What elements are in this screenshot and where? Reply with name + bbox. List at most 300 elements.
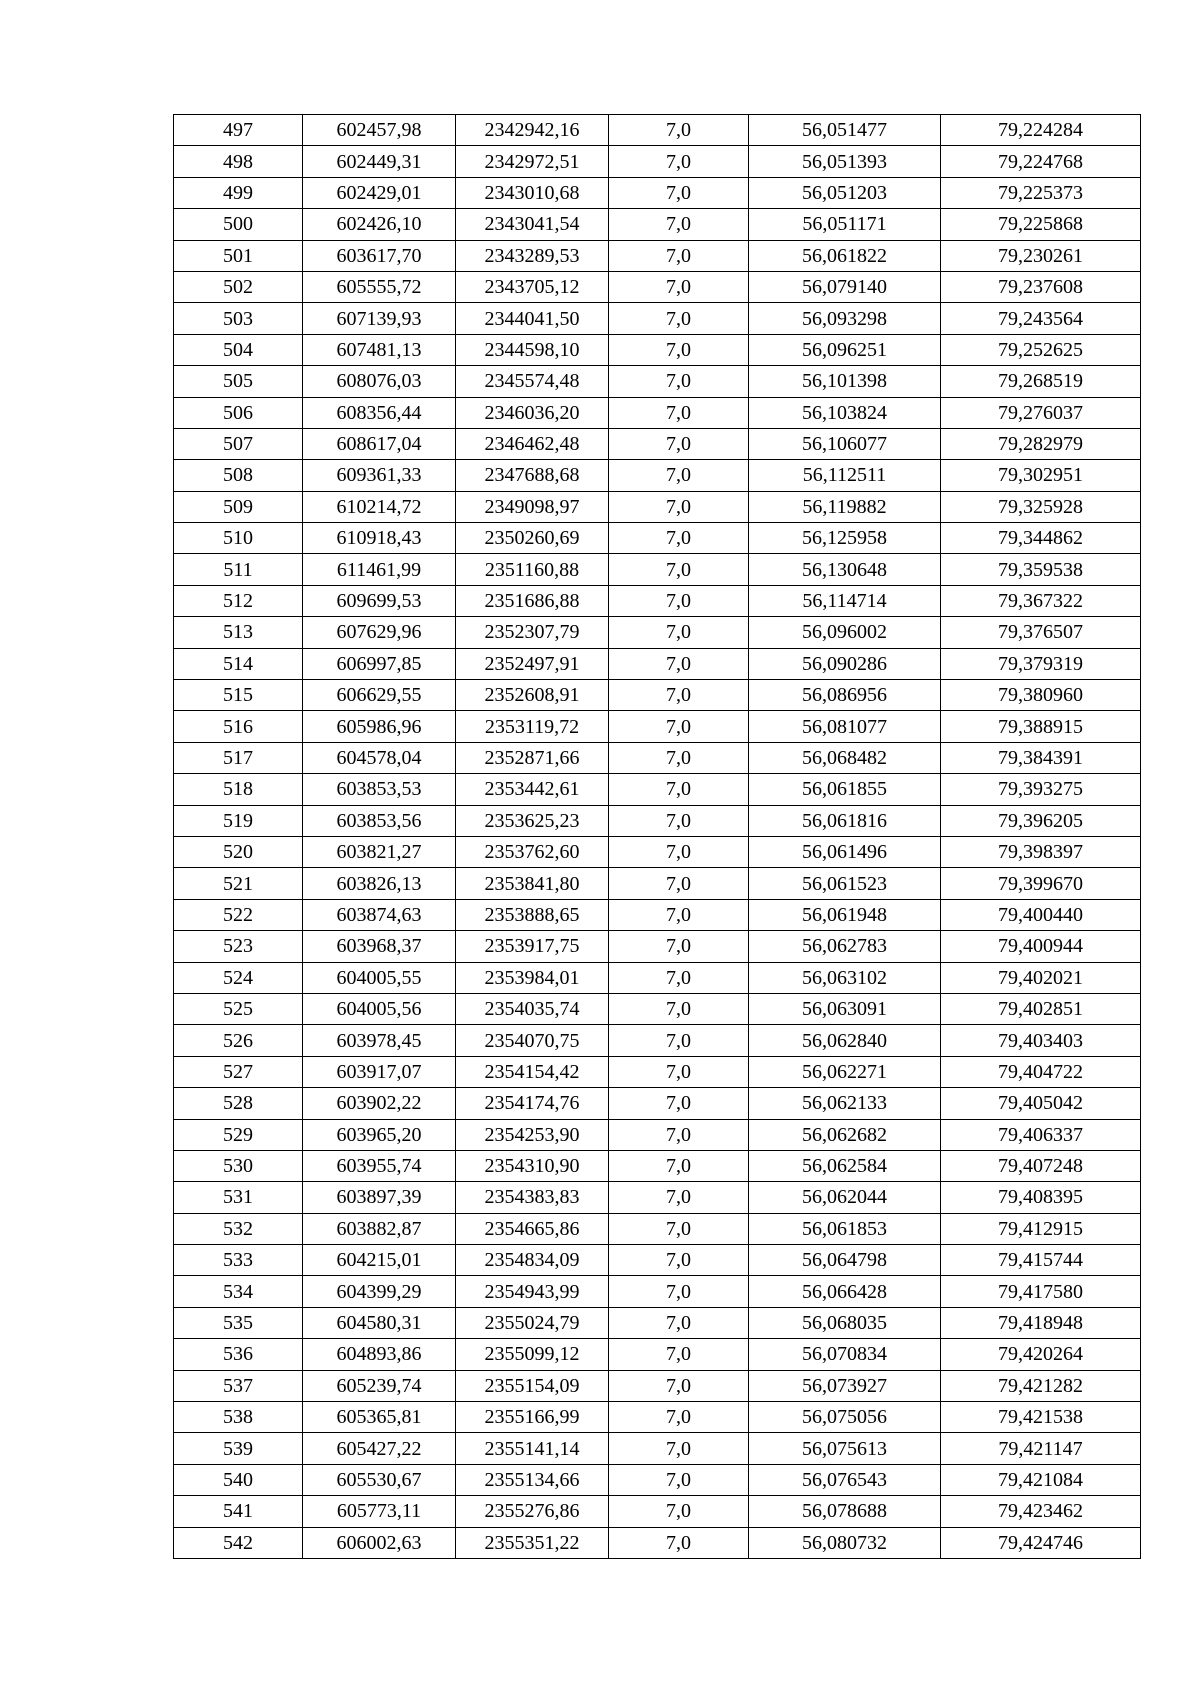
latitude-cell: 56,062682 — [749, 1119, 941, 1150]
latitude-cell: 56,101398 — [749, 366, 941, 397]
x-coordinate-cell: 602429,01 — [303, 177, 456, 208]
value-cell: 7,0 — [609, 1056, 749, 1087]
x-coordinate-cell: 604580,31 — [303, 1307, 456, 1338]
point-number-cell: 502 — [174, 271, 303, 302]
longitude-cell: 79,417580 — [941, 1276, 1141, 1307]
longitude-cell: 79,276037 — [941, 397, 1141, 428]
latitude-cell: 56,062044 — [749, 1182, 941, 1213]
longitude-cell: 79,399670 — [941, 868, 1141, 899]
table-row — [174, 1276, 1141, 1307]
x-coordinate-cell: 604215,01 — [303, 1245, 456, 1276]
table-row — [174, 617, 1141, 648]
table-row — [174, 648, 1141, 679]
point-number-cell: 534 — [174, 1276, 303, 1307]
x-coordinate-cell: 607629,96 — [303, 617, 456, 648]
value-cell: 7,0 — [609, 1307, 749, 1338]
longitude-cell: 79,405042 — [941, 1088, 1141, 1119]
latitude-cell: 56,096002 — [749, 617, 941, 648]
latitude-cell: 56,061523 — [749, 868, 941, 899]
y-coordinate-cell: 2344598,10 — [456, 334, 609, 365]
x-coordinate-cell: 603826,13 — [303, 868, 456, 899]
coordinates-table — [173, 114, 1141, 1559]
y-coordinate-cell: 2354070,75 — [456, 1025, 609, 1056]
table-row — [174, 1182, 1141, 1213]
latitude-cell: 56,096251 — [749, 334, 941, 365]
table-row — [174, 1464, 1141, 1495]
y-coordinate-cell: 2353442,61 — [456, 774, 609, 805]
y-coordinate-cell: 2352608,91 — [456, 680, 609, 711]
latitude-cell: 56,078688 — [749, 1496, 941, 1527]
table-row — [174, 993, 1141, 1024]
latitude-cell: 56,051393 — [749, 146, 941, 177]
longitude-cell: 79,384391 — [941, 742, 1141, 773]
y-coordinate-cell: 2345574,48 — [456, 366, 609, 397]
x-coordinate-cell: 603897,39 — [303, 1182, 456, 1213]
latitude-cell: 56,130648 — [749, 554, 941, 585]
x-coordinate-cell: 602449,31 — [303, 146, 456, 177]
value-cell: 7,0 — [609, 146, 749, 177]
x-coordinate-cell: 605239,74 — [303, 1370, 456, 1401]
latitude-cell: 56,103824 — [749, 397, 941, 428]
x-coordinate-cell: 605365,81 — [303, 1402, 456, 1433]
latitude-cell: 56,080732 — [749, 1527, 941, 1558]
longitude-cell: 79,344862 — [941, 523, 1141, 554]
value-cell: 7,0 — [609, 1527, 749, 1558]
y-coordinate-cell: 2355154,09 — [456, 1370, 609, 1401]
latitude-cell: 56,119882 — [749, 491, 941, 522]
value-cell: 7,0 — [609, 334, 749, 365]
point-number-cell: 498 — [174, 146, 303, 177]
longitude-cell: 79,237608 — [941, 271, 1141, 302]
value-cell: 7,0 — [609, 648, 749, 679]
x-coordinate-cell: 603968,37 — [303, 931, 456, 962]
longitude-cell: 79,421084 — [941, 1464, 1141, 1495]
longitude-cell: 79,224284 — [941, 115, 1141, 146]
latitude-cell: 56,063091 — [749, 993, 941, 1024]
latitude-cell: 56,051171 — [749, 209, 941, 240]
latitude-cell: 56,061496 — [749, 836, 941, 867]
table-row — [174, 1119, 1141, 1150]
value-cell: 7,0 — [609, 397, 749, 428]
longitude-cell: 79,400944 — [941, 931, 1141, 962]
x-coordinate-cell: 604399,29 — [303, 1276, 456, 1307]
longitude-cell: 79,224768 — [941, 146, 1141, 177]
latitude-cell: 56,062584 — [749, 1150, 941, 1181]
y-coordinate-cell: 2343705,12 — [456, 271, 609, 302]
y-coordinate-cell: 2354253,90 — [456, 1119, 609, 1150]
coordinates-table-body — [174, 115, 1141, 1559]
latitude-cell: 56,061853 — [749, 1213, 941, 1244]
y-coordinate-cell: 2354383,83 — [456, 1182, 609, 1213]
value-cell: 7,0 — [609, 1402, 749, 1433]
latitude-cell: 56,066428 — [749, 1276, 941, 1307]
value-cell: 7,0 — [609, 1339, 749, 1370]
table-row — [174, 209, 1141, 240]
table-row — [174, 554, 1141, 585]
latitude-cell: 56,061855 — [749, 774, 941, 805]
value-cell: 7,0 — [609, 209, 749, 240]
longitude-cell: 79,379319 — [941, 648, 1141, 679]
longitude-cell: 79,225868 — [941, 209, 1141, 240]
point-number-cell: 523 — [174, 931, 303, 962]
table-row — [174, 585, 1141, 616]
latitude-cell: 56,114714 — [749, 585, 941, 616]
value-cell: 7,0 — [609, 774, 749, 805]
x-coordinate-cell: 610918,43 — [303, 523, 456, 554]
longitude-cell: 79,415744 — [941, 1245, 1141, 1276]
longitude-cell: 79,282979 — [941, 428, 1141, 459]
y-coordinate-cell: 2352307,79 — [456, 617, 609, 648]
x-coordinate-cell: 609361,33 — [303, 460, 456, 491]
table-row — [174, 428, 1141, 459]
x-coordinate-cell: 603821,27 — [303, 836, 456, 867]
point-number-cell: 513 — [174, 617, 303, 648]
y-coordinate-cell: 2353119,72 — [456, 711, 609, 742]
x-coordinate-cell: 606997,85 — [303, 648, 456, 679]
value-cell: 7,0 — [609, 617, 749, 648]
y-coordinate-cell: 2354310,90 — [456, 1150, 609, 1181]
latitude-cell: 56,075613 — [749, 1433, 941, 1464]
value-cell: 7,0 — [609, 680, 749, 711]
value-cell: 7,0 — [609, 1464, 749, 1495]
longitude-cell: 79,252625 — [941, 334, 1141, 365]
x-coordinate-cell: 604005,56 — [303, 993, 456, 1024]
longitude-cell: 79,376507 — [941, 617, 1141, 648]
y-coordinate-cell: 2354035,74 — [456, 993, 609, 1024]
value-cell: 7,0 — [609, 899, 749, 930]
longitude-cell: 79,424746 — [941, 1527, 1141, 1558]
latitude-cell: 56,061816 — [749, 805, 941, 836]
y-coordinate-cell: 2346462,48 — [456, 428, 609, 459]
x-coordinate-cell: 603965,20 — [303, 1119, 456, 1150]
point-number-cell: 507 — [174, 428, 303, 459]
x-coordinate-cell: 603853,53 — [303, 774, 456, 805]
table-row — [174, 523, 1141, 554]
table-row — [174, 711, 1141, 742]
longitude-cell: 79,408395 — [941, 1182, 1141, 1213]
latitude-cell: 56,079140 — [749, 271, 941, 302]
y-coordinate-cell: 2353917,75 — [456, 931, 609, 962]
longitude-cell: 79,243564 — [941, 303, 1141, 334]
x-coordinate-cell: 606002,63 — [303, 1527, 456, 1558]
latitude-cell: 56,075056 — [749, 1402, 941, 1433]
latitude-cell: 56,061822 — [749, 240, 941, 271]
y-coordinate-cell: 2343289,53 — [456, 240, 609, 271]
y-coordinate-cell: 2355134,66 — [456, 1464, 609, 1495]
point-number-cell: 530 — [174, 1150, 303, 1181]
y-coordinate-cell: 2350260,69 — [456, 523, 609, 554]
table-row — [174, 146, 1141, 177]
y-coordinate-cell: 2342942,16 — [456, 115, 609, 146]
value-cell: 7,0 — [609, 585, 749, 616]
latitude-cell: 56,062133 — [749, 1088, 941, 1119]
longitude-cell: 79,418948 — [941, 1307, 1141, 1338]
y-coordinate-cell: 2354943,99 — [456, 1276, 609, 1307]
longitude-cell: 79,421282 — [941, 1370, 1141, 1401]
y-coordinate-cell: 2343010,68 — [456, 177, 609, 208]
x-coordinate-cell: 603853,56 — [303, 805, 456, 836]
y-coordinate-cell: 2353625,23 — [456, 805, 609, 836]
longitude-cell: 79,396205 — [941, 805, 1141, 836]
x-coordinate-cell: 603874,63 — [303, 899, 456, 930]
point-number-cell: 500 — [174, 209, 303, 240]
x-coordinate-cell: 603902,22 — [303, 1088, 456, 1119]
latitude-cell: 56,090286 — [749, 648, 941, 679]
value-cell: 7,0 — [609, 554, 749, 585]
latitude-cell: 56,062840 — [749, 1025, 941, 1056]
point-number-cell: 514 — [174, 648, 303, 679]
latitude-cell: 56,062783 — [749, 931, 941, 962]
table-row — [174, 1339, 1141, 1370]
x-coordinate-cell: 603882,87 — [303, 1213, 456, 1244]
y-coordinate-cell: 2355166,99 — [456, 1402, 609, 1433]
point-number-cell: 503 — [174, 303, 303, 334]
latitude-cell: 56,086956 — [749, 680, 941, 711]
value-cell: 7,0 — [609, 1496, 749, 1527]
table-row — [174, 1213, 1141, 1244]
longitude-cell: 79,421147 — [941, 1433, 1141, 1464]
x-coordinate-cell: 609699,53 — [303, 585, 456, 616]
point-number-cell: 512 — [174, 585, 303, 616]
longitude-cell: 79,402851 — [941, 993, 1141, 1024]
value-cell: 7,0 — [609, 993, 749, 1024]
table-row — [174, 899, 1141, 930]
y-coordinate-cell: 2355351,22 — [456, 1527, 609, 1558]
x-coordinate-cell: 608356,44 — [303, 397, 456, 428]
table-row — [174, 115, 1141, 146]
longitude-cell: 79,406337 — [941, 1119, 1141, 1150]
y-coordinate-cell: 2353984,01 — [456, 962, 609, 993]
y-coordinate-cell: 2351160,88 — [456, 554, 609, 585]
value-cell: 7,0 — [609, 177, 749, 208]
y-coordinate-cell: 2342972,51 — [456, 146, 609, 177]
point-number-cell: 515 — [174, 680, 303, 711]
value-cell: 7,0 — [609, 115, 749, 146]
y-coordinate-cell: 2349098,97 — [456, 491, 609, 522]
x-coordinate-cell: 602426,10 — [303, 209, 456, 240]
y-coordinate-cell: 2347688,68 — [456, 460, 609, 491]
point-number-cell: 539 — [174, 1433, 303, 1464]
table-row — [174, 397, 1141, 428]
table-row — [174, 1056, 1141, 1087]
latitude-cell: 56,106077 — [749, 428, 941, 459]
value-cell: 7,0 — [609, 1088, 749, 1119]
value-cell: 7,0 — [609, 491, 749, 522]
x-coordinate-cell: 605773,11 — [303, 1496, 456, 1527]
table-row — [174, 1307, 1141, 1338]
table-row — [174, 366, 1141, 397]
value-cell: 7,0 — [609, 1025, 749, 1056]
value-cell: 7,0 — [609, 1370, 749, 1401]
latitude-cell: 56,061948 — [749, 899, 941, 930]
longitude-cell: 79,359538 — [941, 554, 1141, 585]
y-coordinate-cell: 2353888,65 — [456, 899, 609, 930]
longitude-cell: 79,400440 — [941, 899, 1141, 930]
latitude-cell: 56,062271 — [749, 1056, 941, 1087]
y-coordinate-cell: 2355099,12 — [456, 1339, 609, 1370]
point-number-cell: 519 — [174, 805, 303, 836]
table-row — [174, 868, 1141, 899]
table-row — [174, 1088, 1141, 1119]
table-row — [174, 680, 1141, 711]
latitude-cell: 56,112511 — [749, 460, 941, 491]
value-cell: 7,0 — [609, 1433, 749, 1464]
point-number-cell: 521 — [174, 868, 303, 899]
longitude-cell: 79,367322 — [941, 585, 1141, 616]
point-number-cell: 527 — [174, 1056, 303, 1087]
y-coordinate-cell: 2355141,14 — [456, 1433, 609, 1464]
latitude-cell: 56,070834 — [749, 1339, 941, 1370]
table-row — [174, 491, 1141, 522]
point-number-cell: 541 — [174, 1496, 303, 1527]
x-coordinate-cell: 610214,72 — [303, 491, 456, 522]
point-number-cell: 518 — [174, 774, 303, 805]
y-coordinate-cell: 2343041,54 — [456, 209, 609, 240]
latitude-cell: 56,073927 — [749, 1370, 941, 1401]
longitude-cell: 79,388915 — [941, 711, 1141, 742]
value-cell: 7,0 — [609, 868, 749, 899]
y-coordinate-cell: 2355024,79 — [456, 1307, 609, 1338]
point-number-cell: 526 — [174, 1025, 303, 1056]
point-number-cell: 504 — [174, 334, 303, 365]
longitude-cell: 79,380960 — [941, 680, 1141, 711]
x-coordinate-cell: 611461,99 — [303, 554, 456, 585]
value-cell: 7,0 — [609, 240, 749, 271]
point-number-cell: 533 — [174, 1245, 303, 1276]
point-number-cell: 509 — [174, 491, 303, 522]
latitude-cell: 56,076543 — [749, 1464, 941, 1495]
value-cell: 7,0 — [609, 366, 749, 397]
x-coordinate-cell: 605427,22 — [303, 1433, 456, 1464]
point-number-cell: 525 — [174, 993, 303, 1024]
y-coordinate-cell: 2354834,09 — [456, 1245, 609, 1276]
latitude-cell: 56,051203 — [749, 177, 941, 208]
point-number-cell: 508 — [174, 460, 303, 491]
point-number-cell: 538 — [174, 1402, 303, 1433]
point-number-cell: 510 — [174, 523, 303, 554]
point-number-cell: 524 — [174, 962, 303, 993]
x-coordinate-cell: 605555,72 — [303, 271, 456, 302]
table-row — [174, 271, 1141, 302]
latitude-cell: 56,093298 — [749, 303, 941, 334]
longitude-cell: 79,423462 — [941, 1496, 1141, 1527]
table-row — [174, 240, 1141, 271]
value-cell: 7,0 — [609, 1245, 749, 1276]
value-cell: 7,0 — [609, 460, 749, 491]
table-row — [174, 1527, 1141, 1558]
x-coordinate-cell: 605986,96 — [303, 711, 456, 742]
table-row — [174, 1496, 1141, 1527]
y-coordinate-cell: 2354665,86 — [456, 1213, 609, 1244]
value-cell: 7,0 — [609, 303, 749, 334]
table-row — [174, 1433, 1141, 1464]
table-row — [174, 836, 1141, 867]
longitude-cell: 79,302951 — [941, 460, 1141, 491]
value-cell: 7,0 — [609, 1150, 749, 1181]
value-cell: 7,0 — [609, 742, 749, 773]
longitude-cell: 79,412915 — [941, 1213, 1141, 1244]
point-number-cell: 516 — [174, 711, 303, 742]
longitude-cell: 79,421538 — [941, 1402, 1141, 1433]
table-row — [174, 177, 1141, 208]
point-number-cell: 537 — [174, 1370, 303, 1401]
table-row — [174, 774, 1141, 805]
point-number-cell: 531 — [174, 1182, 303, 1213]
y-coordinate-cell: 2353841,80 — [456, 868, 609, 899]
x-coordinate-cell: 602457,98 — [303, 115, 456, 146]
table-row — [174, 334, 1141, 365]
point-number-cell: 522 — [174, 899, 303, 930]
longitude-cell: 79,403403 — [941, 1025, 1141, 1056]
value-cell: 7,0 — [609, 271, 749, 302]
value-cell: 7,0 — [609, 428, 749, 459]
x-coordinate-cell: 607481,13 — [303, 334, 456, 365]
longitude-cell: 79,402021 — [941, 962, 1141, 993]
table-row — [174, 1150, 1141, 1181]
x-coordinate-cell: 604578,04 — [303, 742, 456, 773]
point-number-cell: 542 — [174, 1527, 303, 1558]
value-cell: 7,0 — [609, 805, 749, 836]
latitude-cell: 56,081077 — [749, 711, 941, 742]
value-cell: 7,0 — [609, 1182, 749, 1213]
x-coordinate-cell: 607139,93 — [303, 303, 456, 334]
y-coordinate-cell: 2346036,20 — [456, 397, 609, 428]
point-number-cell: 505 — [174, 366, 303, 397]
point-number-cell: 511 — [174, 554, 303, 585]
y-coordinate-cell: 2352871,66 — [456, 742, 609, 773]
table-row — [174, 742, 1141, 773]
point-number-cell: 501 — [174, 240, 303, 271]
y-coordinate-cell: 2344041,50 — [456, 303, 609, 334]
table-row — [174, 1245, 1141, 1276]
latitude-cell: 56,064798 — [749, 1245, 941, 1276]
point-number-cell: 497 — [174, 115, 303, 146]
point-number-cell: 540 — [174, 1464, 303, 1495]
table-row — [174, 303, 1141, 334]
longitude-cell: 79,407248 — [941, 1150, 1141, 1181]
table-row — [174, 962, 1141, 993]
longitude-cell: 79,420264 — [941, 1339, 1141, 1370]
latitude-cell: 56,063102 — [749, 962, 941, 993]
x-coordinate-cell: 603617,70 — [303, 240, 456, 271]
x-coordinate-cell: 608076,03 — [303, 366, 456, 397]
latitude-cell: 56,068482 — [749, 742, 941, 773]
value-cell: 7,0 — [609, 711, 749, 742]
longitude-cell: 79,268519 — [941, 366, 1141, 397]
y-coordinate-cell: 2351686,88 — [456, 585, 609, 616]
point-number-cell: 536 — [174, 1339, 303, 1370]
point-number-cell: 506 — [174, 397, 303, 428]
table-row — [174, 1402, 1141, 1433]
table-row — [174, 1025, 1141, 1056]
longitude-cell: 79,393275 — [941, 774, 1141, 805]
latitude-cell: 56,051477 — [749, 115, 941, 146]
point-number-cell: 499 — [174, 177, 303, 208]
x-coordinate-cell: 606629,55 — [303, 680, 456, 711]
x-coordinate-cell: 603917,07 — [303, 1056, 456, 1087]
point-number-cell: 535 — [174, 1307, 303, 1338]
y-coordinate-cell: 2354154,42 — [456, 1056, 609, 1087]
value-cell: 7,0 — [609, 931, 749, 962]
point-number-cell: 532 — [174, 1213, 303, 1244]
y-coordinate-cell: 2352497,91 — [456, 648, 609, 679]
longitude-cell: 79,325928 — [941, 491, 1141, 522]
longitude-cell: 79,404722 — [941, 1056, 1141, 1087]
x-coordinate-cell: 603978,45 — [303, 1025, 456, 1056]
x-coordinate-cell: 604893,86 — [303, 1339, 456, 1370]
table-row — [174, 1370, 1141, 1401]
point-number-cell: 520 — [174, 836, 303, 867]
